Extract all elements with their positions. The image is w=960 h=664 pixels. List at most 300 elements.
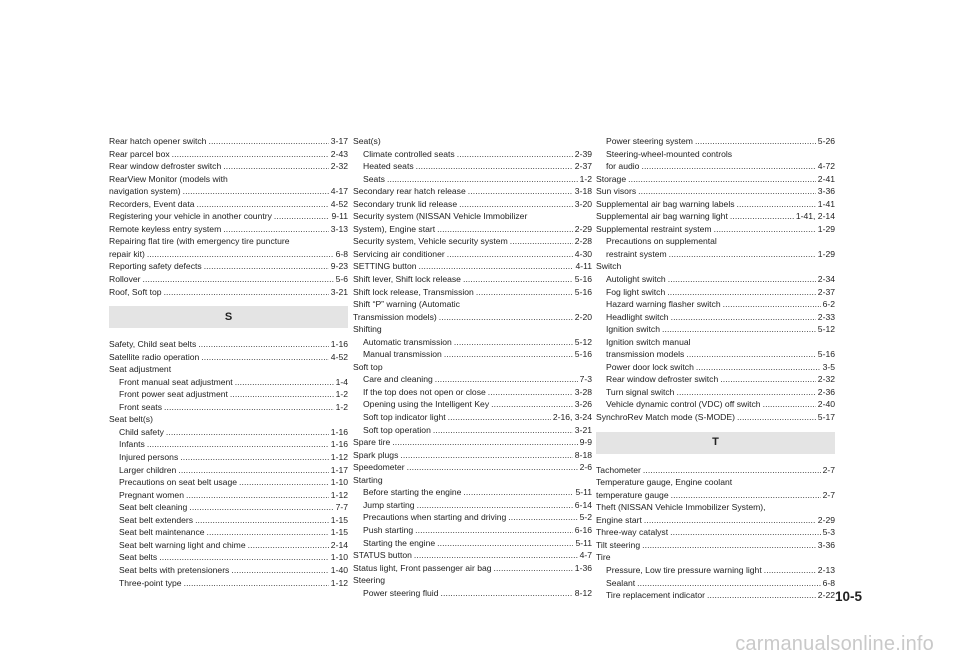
dot-leader (159, 551, 329, 564)
index-entry-text: Three-point type (119, 577, 182, 588)
index-entry-page: 2-7 (822, 489, 835, 500)
dot-leader (440, 587, 572, 600)
dot-leader (164, 401, 334, 414)
index-entry-page: 2-40 (817, 399, 835, 410)
index-entry (596, 248, 835, 261)
index-entry-text: Satellite radio operation (109, 351, 200, 362)
index-entry (353, 424, 592, 437)
index-entry (109, 526, 348, 539)
index-entry-page: 1-2 (579, 173, 592, 184)
watermark: carmanualsonline.info (735, 633, 934, 655)
index-entry-text: Transmission models) (353, 311, 437, 322)
index-entry (353, 311, 592, 324)
index-entry-text: Seats (363, 173, 385, 184)
index-entry (596, 273, 835, 286)
index-entry (109, 426, 348, 439)
index-entry-page: 2-36 (817, 386, 835, 397)
dot-leader (641, 160, 815, 173)
dot-leader (239, 476, 329, 489)
index-entry-page: 1-40 (330, 564, 348, 575)
index-entry-text: Tire replacement indicator (606, 590, 706, 601)
index-entry-text: Ignition switch (606, 324, 660, 335)
index-entry-page: 5-17 (817, 412, 835, 423)
index-entry-heading: Tire (596, 552, 611, 563)
index-entry-page: 5-2 (579, 512, 592, 523)
index-entry-page: 3-5 (822, 361, 835, 372)
index-entry-text: Rear hatch opener switch (109, 136, 207, 146)
index-entry (109, 210, 348, 223)
dot-leader (669, 248, 816, 261)
index-entry-page: 3-13 (330, 223, 348, 234)
index-entry-heading: Shifting (353, 324, 382, 335)
dot-leader (172, 148, 329, 161)
index-entry-text: Larger children (119, 464, 177, 475)
index-entry-page: 4-11 (575, 261, 592, 272)
index-entry-page: 9-23 (330, 261, 348, 272)
index-entry-heading: Theft (NISSAN Vehicle Immobilizer System), (596, 502, 766, 513)
index-entry-text: for audio (606, 161, 640, 172)
dot-leader (444, 348, 573, 361)
page-number: 10-5 (834, 589, 862, 604)
index-entry (596, 398, 835, 411)
index-entry-text: Pregnant women (119, 489, 184, 500)
dot-leader (662, 323, 816, 336)
dot-leader (447, 248, 573, 261)
dot-leader (638, 185, 816, 198)
index-entry-page: 4-72 (817, 161, 835, 172)
dot-leader (457, 148, 573, 161)
dot-leader (433, 424, 573, 437)
dot-leader (448, 411, 551, 424)
index-entry (596, 539, 835, 552)
index-entry-page: 1-15 (330, 527, 348, 538)
index-entry-heading: Precautions on supplemental (606, 236, 717, 247)
index-entry-page: 8-12 (574, 587, 592, 598)
index-entry (109, 351, 348, 364)
index-entry (353, 549, 592, 562)
index-entry-page: 5-11 (575, 487, 592, 498)
index-entry-page: 1-12 (330, 577, 348, 588)
section-letter-header: S (109, 306, 348, 328)
dot-leader (392, 436, 577, 449)
dot-leader (164, 286, 329, 299)
index-entry-text: Child safety (119, 426, 164, 437)
index-entry-page: 8-18 (574, 449, 592, 460)
index-entry-text: Soft top operation (363, 424, 431, 435)
index-entry (596, 173, 835, 186)
index-entry-page: 6-8 (335, 248, 348, 259)
index-entry-page: 3-21 (330, 286, 348, 297)
index-entry-page: 2-22 (817, 590, 835, 601)
index-entry (353, 537, 592, 550)
index-entry-page: 3-36 (817, 186, 835, 197)
index-entry-page: 7-7 (335, 502, 348, 513)
index-entry-page: 2-29 (574, 223, 592, 234)
index-entry (353, 386, 592, 399)
index-entry-page: 1-12 (330, 452, 348, 463)
index-entry (596, 373, 835, 386)
index-entry-heading: Starting (353, 474, 383, 485)
dot-leader (195, 514, 329, 527)
index-entry-text: Rear window defroster switch (606, 374, 719, 385)
index-column-2 (353, 135, 592, 599)
index-entry-text: Three-way catalyst (596, 527, 669, 538)
index-entry-text: Headlight switch (606, 311, 669, 322)
index-entry (596, 223, 835, 236)
index-entry (109, 273, 348, 286)
index-entry (596, 361, 835, 374)
index-entry-page: 6-2 (822, 299, 835, 310)
index-entry-heading: Seat belt(s) (109, 414, 153, 425)
index-entry-page: 3-20 (574, 198, 592, 209)
dot-leader (676, 386, 815, 399)
index-entry-page: 2-34 (817, 274, 835, 285)
index-entry-page: 2-37 (574, 161, 592, 172)
index-entry-text: Before starting the engine (363, 487, 462, 498)
index-entry-text: Opening using the Intelligent Key (363, 399, 490, 410)
dot-leader (417, 499, 573, 512)
dot-leader (508, 511, 577, 524)
index-entry (353, 436, 592, 449)
dot-leader (184, 577, 329, 590)
index-entry-page: 2-32 (330, 161, 348, 172)
index-entry-text: Power steering fluid (363, 587, 439, 598)
index-entry-text: Supplemental air bag warning labels (596, 198, 735, 209)
index-entry-heading: Seat adjustment (109, 364, 172, 375)
index-entry-text: Storage (596, 173, 627, 184)
index-entry-page: 3-26 (574, 399, 592, 410)
index-entry-text: Roof, Soft top (109, 286, 162, 297)
index-entry (596, 198, 835, 211)
index-entry-page: 5-16 (574, 286, 592, 297)
index-entry-text: Engine start (596, 514, 642, 525)
index-entry-text: Climate controlled seats (363, 148, 455, 159)
index-entry-text: Seat belt maintenance (119, 527, 205, 538)
index-entry (353, 273, 592, 286)
index-entry-text: Push starting (363, 524, 414, 535)
index-entry (596, 589, 835, 602)
index-entry-text: Spark plugs (353, 449, 399, 460)
index-entry-text: Status light, Front passenger air bag (353, 562, 492, 573)
dot-leader (668, 273, 816, 286)
index-entry-text: If the top does not open or close (363, 386, 486, 397)
index-entry-text: transmission models (606, 349, 685, 360)
dot-leader (198, 338, 329, 351)
dot-leader (415, 524, 573, 537)
index-entry-text: Heated seats (363, 161, 414, 172)
index-entry-text: Registering your vehicle in another country (109, 211, 272, 222)
index-entry-text: Power door lock switch (606, 361, 694, 372)
index-entry-page: 2-28 (574, 236, 592, 247)
index-entry-text: Seat belts (119, 552, 158, 563)
index-entry (353, 562, 592, 575)
index-entry-page: 5-6 (335, 274, 348, 285)
index-entry-page: 9-9 (579, 437, 592, 448)
index-entry-heading: Seat(s) (353, 136, 381, 146)
index-entry-text: Seat belt cleaning (119, 502, 188, 513)
index-entry (596, 577, 835, 590)
index-entry-page: 2-29 (817, 514, 835, 525)
index-entry (109, 489, 348, 502)
index-entry-text: Seat belts with pretensioners (119, 564, 230, 575)
index-entry-text: Manual transmission (363, 349, 442, 360)
index-entry (109, 223, 348, 236)
index-entry-page: 2-6 (579, 462, 592, 473)
index-entry-page: 1-29 (817, 248, 835, 259)
index-entry-page: 5-12 (817, 324, 835, 335)
index-entry-text: Seat belt warning light and chime (119, 539, 246, 550)
index-entry-text: Rollover (109, 274, 141, 285)
dot-leader (180, 451, 329, 464)
index-entry-page: 5-16 (574, 349, 592, 360)
index-entry-page: 6-14 (574, 499, 592, 510)
index-entry-text: Secondary rear hatch release (353, 186, 466, 197)
dot-leader (763, 398, 816, 411)
index-column-1 (109, 135, 348, 589)
index-entry-page: 1-2 (335, 401, 348, 412)
index-entry-heading: Repairing flat tire (with emergency tire puncture (109, 236, 290, 247)
index-entry-text: Front power seat adjustment (119, 389, 228, 400)
index-entry-text: Front seats (119, 401, 162, 412)
dot-leader (667, 286, 816, 299)
dot-leader (207, 526, 329, 539)
index-entry (353, 148, 592, 161)
index-entry-text: Security system, Vehicle security system (353, 236, 508, 247)
index-entry-page: 1-2 (335, 389, 348, 400)
index-entry (109, 476, 348, 489)
dot-leader (463, 486, 573, 499)
dot-leader (671, 311, 816, 324)
index-entry-text: Servicing air conditioner (353, 248, 445, 259)
index-entry (109, 464, 348, 477)
dot-leader (686, 348, 815, 361)
index-entry-page: 1-10 (330, 477, 348, 488)
index-entry (353, 461, 592, 474)
index-entry-text: Remote keyless entry system (109, 223, 222, 234)
index-entry (109, 501, 348, 514)
dot-leader (730, 210, 794, 223)
index-entry-text: Pressure, Low tire pressure warning light (606, 564, 762, 575)
index-entry-heading: Switch (596, 261, 622, 272)
index-entry (596, 298, 835, 311)
index-entry-text: restraint system (606, 248, 667, 259)
index-entry-page: 2-14 (330, 539, 348, 550)
index-entry-page: 2-13 (817, 564, 835, 575)
index-entry (353, 398, 592, 411)
index-entry-heading: Temperature gauge, Engine coolant (596, 477, 733, 488)
index-entry (596, 489, 835, 502)
index-entry (353, 373, 592, 386)
index-entry-page: 9-11 (331, 211, 348, 222)
index-entry-text: Rear window defroster switch (109, 161, 222, 172)
index-entry (109, 564, 348, 577)
index-entry (109, 451, 348, 464)
dot-leader (737, 411, 816, 424)
index-entry-page: 2-32 (817, 374, 835, 385)
dot-leader (186, 489, 329, 502)
index-entry-heading: Ignition switch manual (606, 336, 691, 347)
dot-leader (468, 185, 573, 198)
section-letter-header: T (596, 432, 835, 454)
index-entry-page: 1-36 (574, 562, 592, 573)
dot-leader (387, 173, 578, 186)
dot-leader (764, 564, 816, 577)
dot-leader (400, 449, 572, 462)
index-entry-page: 2-37 (817, 286, 835, 297)
dot-leader (223, 223, 329, 236)
dot-leader (437, 223, 573, 236)
index-entry-text: Safety, Child seat belts (109, 339, 197, 350)
index-entry-page: 1-10 (330, 552, 348, 563)
index-entry-page: 1-4 (335, 376, 348, 387)
index-entry-page: 2-33 (817, 311, 835, 322)
index-entry-page: 1-41 (817, 198, 835, 209)
dot-leader (166, 426, 329, 439)
index-entry (353, 223, 592, 236)
index-entry-text: Soft top indicator light (363, 412, 446, 423)
dot-leader (714, 223, 816, 236)
dot-leader (419, 260, 574, 273)
index-entry-page: 1-16 (330, 439, 348, 450)
index-entry-text: Automatic transmission (363, 336, 452, 347)
index-entry-page: 2-41 (817, 173, 835, 184)
index-entry-page: 2-20 (574, 311, 592, 322)
index-entry (353, 198, 592, 211)
dot-leader (248, 539, 329, 552)
index-entry-page: 4-52 (330, 198, 348, 209)
dot-leader (143, 273, 334, 286)
index-entry-text: Front manual seat adjustment (119, 376, 233, 387)
index-entry (353, 173, 592, 186)
index-entry (596, 286, 835, 299)
index-entry-page: 1-29 (817, 223, 835, 234)
index-entry-text: Secondary trunk lid release (353, 198, 458, 209)
index-entry (353, 587, 592, 600)
index-entry-page: 6-16 (574, 524, 592, 535)
index-entry-text: Turn signal switch (606, 386, 675, 397)
index-entry-page: 2-39 (574, 148, 592, 159)
index-entry (596, 135, 835, 148)
index-entry-page: 7-3 (579, 374, 592, 385)
index-entry-heading: Shift “P” warning (Automatic (353, 299, 460, 310)
dot-leader (737, 198, 816, 211)
dot-leader (723, 298, 821, 311)
dot-leader (439, 311, 573, 324)
index-entry-text: temperature gauge (596, 489, 669, 500)
dot-leader (230, 388, 334, 401)
index-entry (353, 499, 592, 512)
index-entry-text: Starting the engine (363, 537, 436, 548)
index-entry-page: 1-16 (330, 339, 348, 350)
index-entry (109, 376, 348, 389)
dot-leader (644, 514, 816, 527)
dot-leader (628, 173, 816, 186)
dot-leader (204, 260, 329, 273)
index-entry-text: Sun visors (596, 186, 637, 197)
index-entry-text: Recorders, Event data (109, 198, 195, 209)
index-entry (596, 514, 835, 527)
index-entry-page: 4-7 (579, 550, 592, 561)
index-entry-page: 4-30 (574, 248, 592, 259)
index-entry-text: Spare tire (353, 437, 391, 448)
dot-leader (235, 376, 334, 389)
index-entry-text: Shift lever, Shift lock release (353, 274, 461, 285)
index-entry (596, 348, 835, 361)
index-entry-page: 3-17 (330, 136, 348, 146)
dot-leader (491, 398, 573, 411)
index-entry-heading: Steering (353, 575, 386, 586)
index-entry-text: Speedometer (353, 462, 405, 473)
index-entry (109, 260, 348, 273)
index-entry-text: Fog light switch (606, 286, 666, 297)
dot-leader (463, 273, 573, 286)
index-entry-page: 2-16, 3-24 (552, 412, 592, 423)
index-entry-page: 5-11 (575, 537, 592, 548)
index-entry (109, 388, 348, 401)
index-entry (109, 185, 348, 198)
index-entry-page: 5-26 (817, 136, 835, 146)
dot-leader (642, 539, 816, 552)
index-entry (109, 401, 348, 414)
index-entry-text: SETTING button (353, 261, 417, 272)
dot-leader (178, 464, 328, 477)
index-entry-text: Hazard warning flasher switch (606, 299, 721, 310)
index-entry (109, 539, 348, 552)
dot-leader (197, 198, 329, 211)
index-entry (109, 160, 348, 173)
index-entry (109, 286, 348, 299)
index-entry-text: Reporting safety defects (109, 261, 202, 272)
index-entry (353, 486, 592, 499)
index-entry-text: Shift lock release, Transmission (353, 286, 474, 297)
index-entry (109, 248, 348, 261)
index-entry-text: Supplemental air bag warning light (596, 211, 728, 222)
index-entry-page: 1-12 (330, 489, 348, 500)
index-entry-text: Jump starting (363, 499, 415, 510)
index-entry-page: 5-16 (574, 274, 592, 285)
dot-leader (189, 501, 333, 514)
index-entry (353, 511, 592, 524)
dot-leader (510, 235, 573, 248)
index-entry (596, 185, 835, 198)
index-entry (353, 185, 592, 198)
index-entry-page: 1-17 (330, 464, 348, 475)
dot-leader (695, 135, 816, 148)
dot-leader (414, 549, 578, 562)
dot-leader (643, 464, 821, 477)
index-entry (596, 564, 835, 577)
dot-leader (696, 361, 821, 374)
index-entry-text: Injured persons (119, 452, 179, 463)
dot-leader (454, 336, 573, 349)
dot-leader (707, 589, 816, 602)
dot-leader (670, 526, 820, 539)
index-entry-page: 5-3 (822, 527, 835, 538)
index-entry (353, 235, 592, 248)
index-entry (109, 135, 348, 148)
index-entry-text: Tachometer (596, 464, 641, 475)
index-entry-text: Tilt steering (596, 539, 641, 550)
index-entry-page: 6-8 (822, 577, 835, 588)
index-entry-text: Autolight switch (606, 274, 666, 285)
index-entry-text: Precautions on seat belt usage (119, 477, 238, 488)
dot-leader (494, 562, 573, 575)
index-entry (109, 551, 348, 564)
index-entry-text: navigation system) (109, 186, 181, 197)
index-entry (353, 411, 592, 424)
index-entry (596, 323, 835, 336)
index-entry (109, 577, 348, 590)
